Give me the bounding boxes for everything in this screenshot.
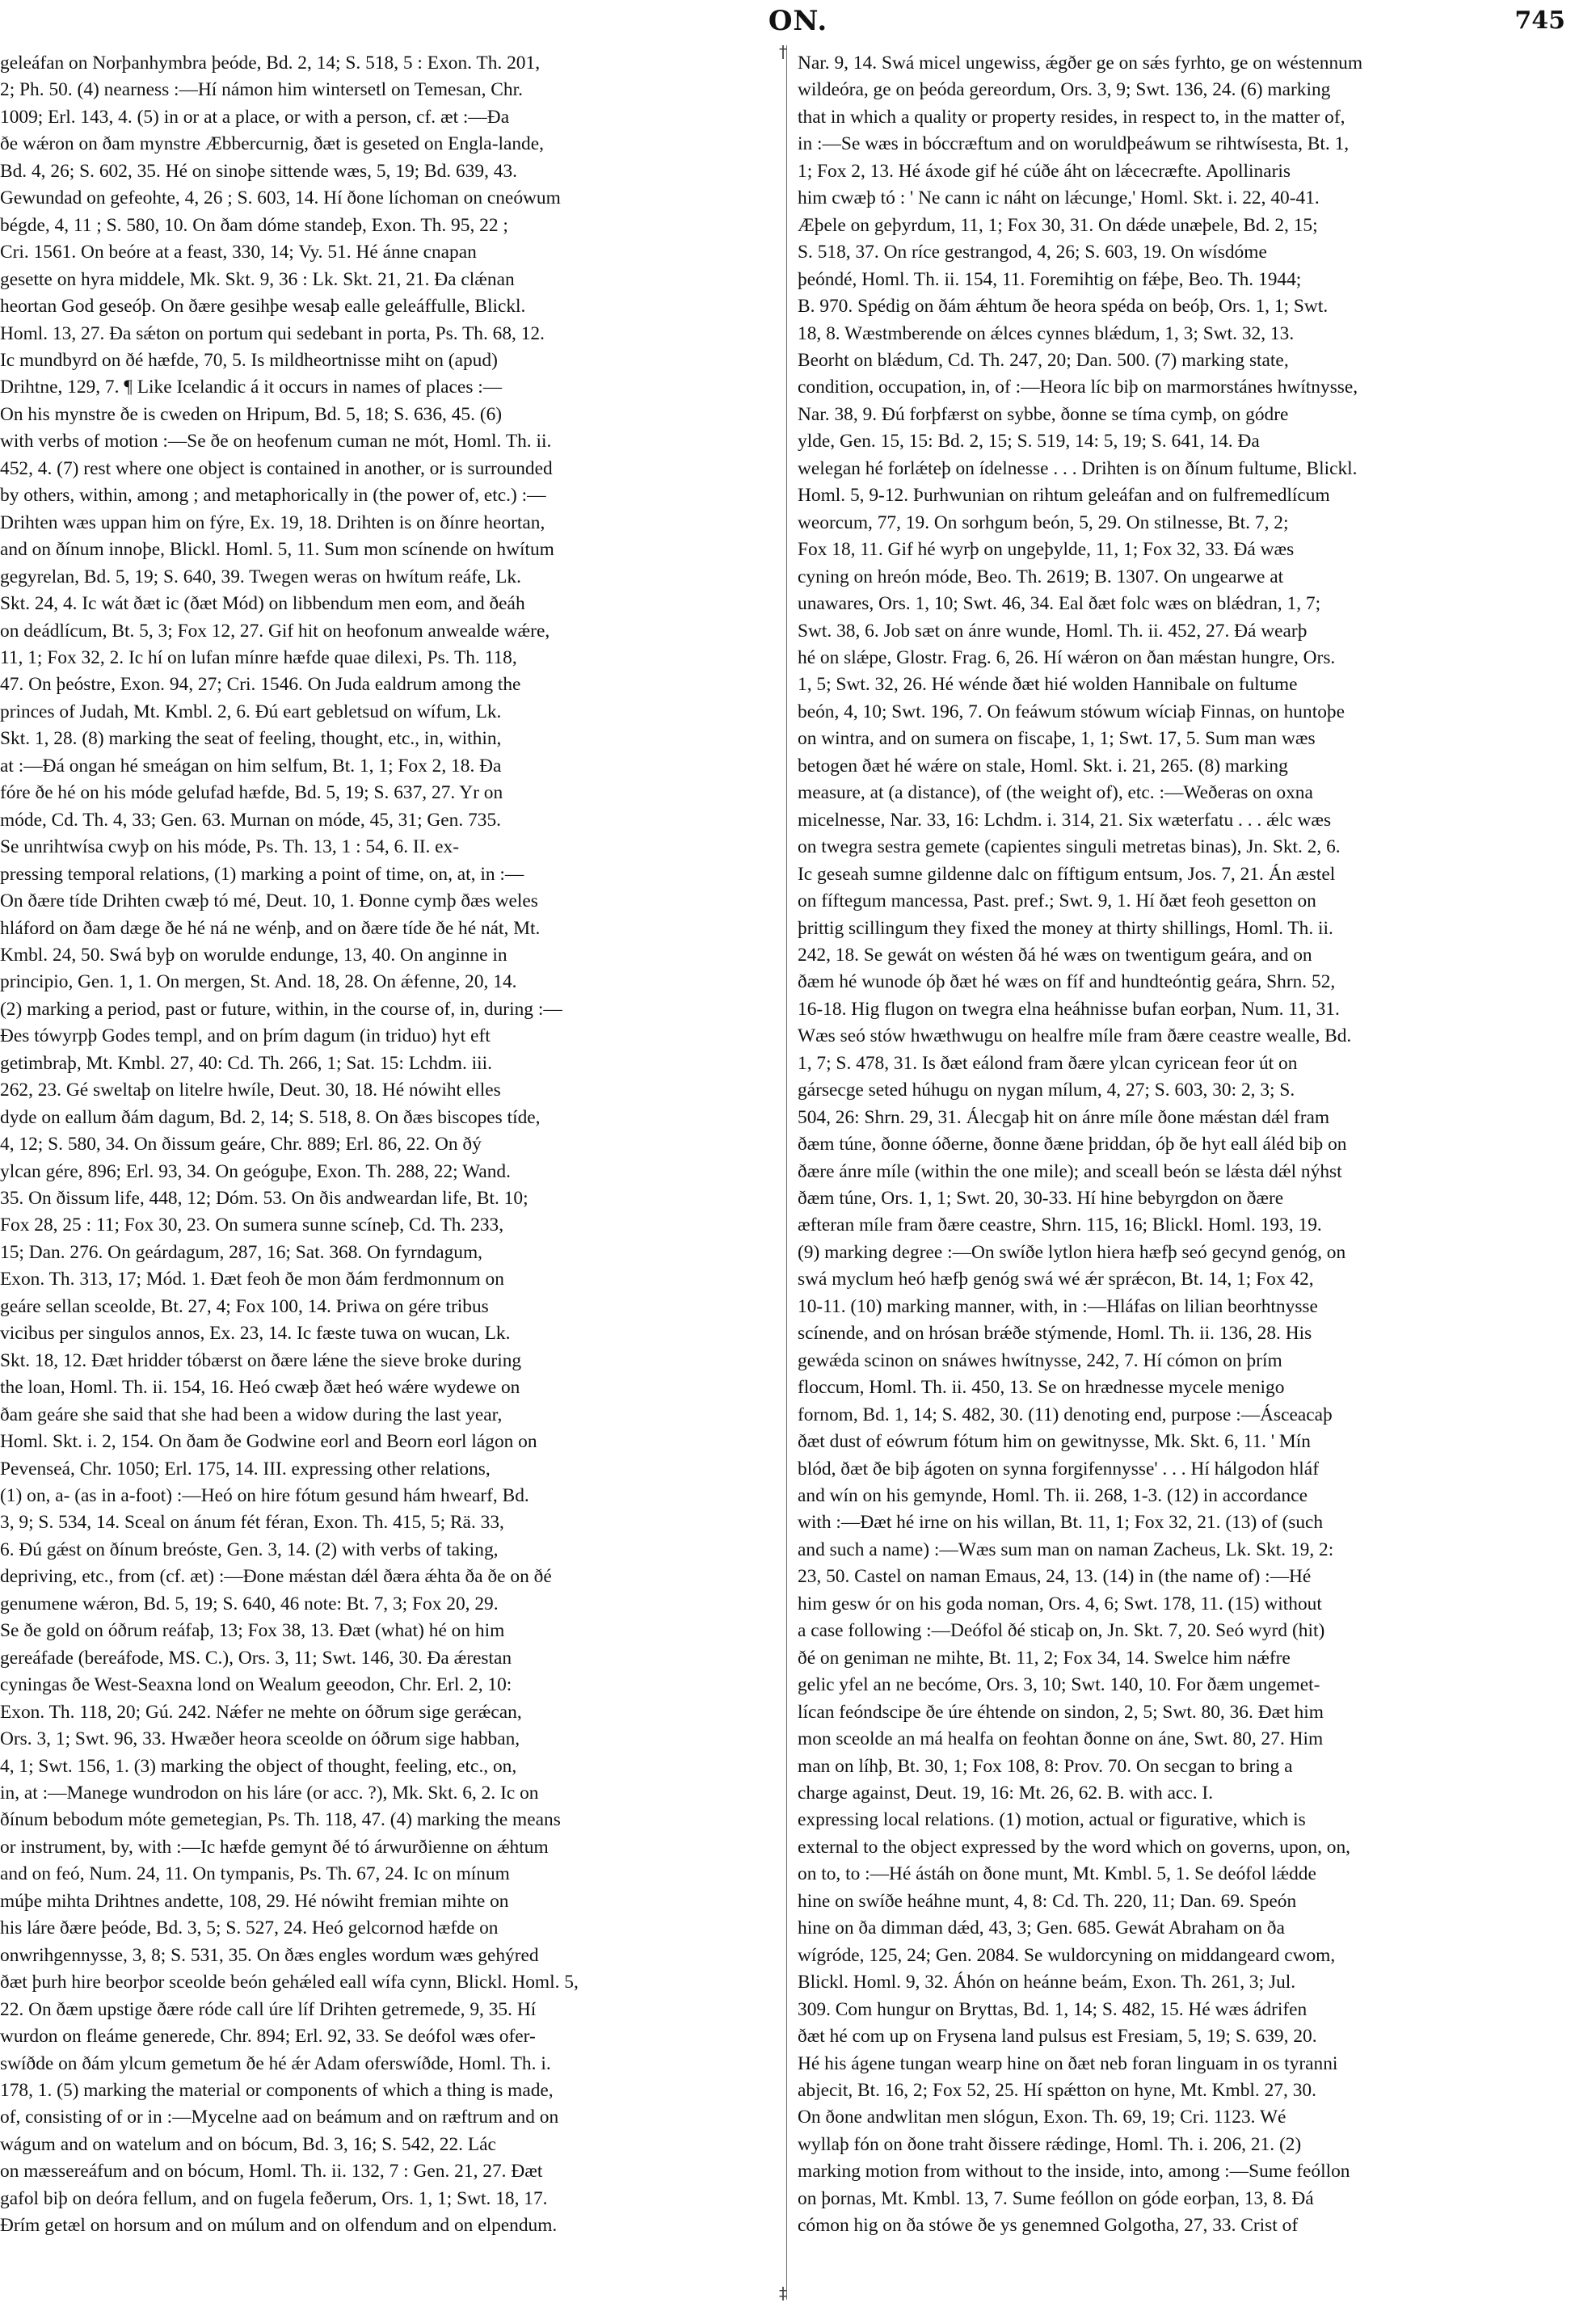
text-line: On ðone andwlitan men slógun, Exon. Th. 69, 19; Cri. 1123. Wé [798,2107,1286,2128]
text-line: Gewundad on gefeohte, 4, 26 ; S. 603, 14. Hí ðone líchoman on cneówum [0,187,561,209]
text-line: him cwæþ tó : ' Ne cann ic náht on lǽcunge,' Homl. Skt. i. 22, 40-41. [798,187,1320,209]
text-line: móde, Cd. Th. 4, 33; Gen. 63. Murnan on móde, 45, 31; Gen. 735. [0,809,502,831]
text-line: 1, 5; Swt. 32, 26. Hé wénde ðæt hié wolden Hannibale on fultume [798,674,1298,696]
text-line: 4, 1; Swt. 156, 1. (3) marking the object of thought, feeling, etc., on, [0,1755,517,1777]
text-line: floccum, Homl. Th. ii. 450, 13. Se on hrædnesse mycele menigo [798,1377,1285,1399]
text-line: and on ðínum innoþe, Blickl. Homl. 5, 11. Sum mon scínende on hwítum [0,539,554,561]
text-line: 242, 18. Se gewát on wésten ðá hé wæs on twentigum geára, and on [798,944,1312,966]
running-headword: ON. [768,5,828,37]
text-line: 15; Dan. 276. On geárdagum, 287, 16; Sat. 368. On fyrndagum, [0,1241,483,1263]
text-line: 23, 50. Castel on naman Emaus, 24, 13. (14) in (the name of) :—Hé [798,1566,1312,1588]
text-line: Æþele on geþyrdum, 11, 1; Fox 30, 31. On dǽde unæþele, Bd. 2, 15; [798,214,1318,236]
text-line: 452, 4. (7) rest where one object is contained in another, or is surrounded [0,457,553,479]
text-line: (2) marking a period, past or future, within, in the course of, in, during :— [0,998,562,1020]
text-line: dyde on eallum ðám dagum, Bd. 2, 14; S. 518, 8. On ðæs biscopes tíde, [0,1106,541,1128]
text-line: abjecit, Bt. 16, 2; Fox 52, 25. Hí spǽtton on hyne, Mt. Kmbl. 27, 30. [798,2079,1316,2101]
text-line: æfteran míle fram ðære ceastre, Shrn. 115, 16; Blickl. Homl. 193, 19. [798,1214,1322,1236]
text-line: man on líhþ, Bt. 30, 1; Fox 108, 8: Prov. 70. On secgan to bring a [798,1755,1293,1777]
column-divider [786,45,787,2300]
text-line: Homl. 5, 9-12. Þurhwunian on rihtum geleáfan and on fulfremedlícum [798,485,1330,507]
text-line: onwrihgennysse, 3, 8; S. 531, 35. On ðæs engles wordum wæs gehýred [0,1944,539,1966]
text-line: wildeóra, ge on þeóda gereordum, Ors. 3, 9; Swt. 136, 24. (6) marking [798,79,1331,101]
text-line: 504, 26: Shrn. 29, 31. Álecgaþ hit on ánre míle ðone mǽstan dǽl fram [798,1106,1330,1128]
text-line: him gesw ór on his goda noman, Ors. 4, 6; Swt. 178, 11. (15) without [798,1593,1322,1614]
text-line: and wín on his gemynde, Homl. Th. ii. 268, 1-3. (12) in accordance [798,1485,1308,1507]
text-line: on twegra sestra gemete (capientes singuli metretas binas), Jn. Skt. 2, 6. [798,836,1341,858]
text-line: múþe mihta Drihtnes andette, 108, 29. Hé nówiht fremian mihte on [0,1890,509,1912]
text-line: blód, ðæt ðe biþ ágoten on synna forgifennysse' . . . Hí hálgodon hláf [798,1458,1319,1480]
text-line: Skt. 1, 28. (8) marking the seat of feeling, thought, etc., in, within, [0,728,502,750]
text-line: charge against, Deut. 19, 16: Mt. 26, 62. B. with acc. I. [798,1783,1214,1804]
text-line: 11, 1; Fox 32, 2. Ic hí on lufan mínre hæfde quae dilexi, Ps. Th. 118, [0,646,517,668]
text-line: ðæm hé wunode óþ ðæt hé wæs on fíf and hundteóntig geára, Shrn. 52, [798,971,1336,993]
text-line: Exon. Th. 313, 17; Mód. 1. Ðæt feoh ðe mon ðám ferdmonnum on [0,1269,504,1290]
text-line: geáre sellan sceolde, Bt. 27, 4; Fox 100, 14. Þriwa on gére tribus [0,1295,489,1317]
text-line: gársecge seted húhugu on nygan mílum, 4, 27; S. 603, 30: 2, 3; S. [798,1080,1295,1101]
text-line: 10-11. (10) marking manner, with, in :—Hláfas on lilian beorhtnysse [798,1295,1318,1317]
text-line: or instrument, by, with :—Ic hæfde gemynt ðé tó árwurðienne on ǽhtum [0,1836,549,1858]
text-line: ðæt hé com up on Frysena land pulsus est Fresiam, 5, 19; S. 639, 20. [798,2026,1317,2048]
text-line: on fíftegum mancessa, Past. pref.; Swt. 9, 1. Hí ðæt feoh gesetton on [798,890,1316,912]
text-line: genumene wǽron, Bd. 5, 19; S. 640, 46 note: Bt. 7, 3; Fox 20, 29. [0,1593,499,1614]
text-line: betogen ðæt hé wǽre on stale, Homl. Skt. i. 21, 265. (8) marking [798,755,1288,777]
text-line: ylcan gére, 896; Erl. 93, 34. On geóguþe, Exon. Th. 288, 22; Wand. [0,1160,511,1182]
text-line: Exon. Th. 118, 20; Gú. 242. Nǽfer ne mehte on óðrum sige gerǽcan, [0,1701,522,1723]
text-line: that in which a quality or property resides, in respect to, in the matter of, [798,106,1345,128]
page-header [0,5,1596,40]
text-line: condition, occupation, in, of :—Heora líc biþ on marmorstánes hwítnysse, [798,377,1358,398]
text-line: scínende, and on hrósan brǽðe stýmende, Homl. Th. ii. 136, 28. His [798,1323,1312,1345]
text-line: 1; Fox 2, 13. Hé áxode gif hé cúðe áht on lǽcecræfte. Apollinaris [798,160,1291,182]
right-column [798,50,1565,2305]
text-line: gegyrelan, Bd. 5, 19; S. 640, 39. Twegen weras on hwítum reáfe, Lk. [0,566,521,587]
text-line: Homl. Skt. i. 2, 154. On ðam ðe Godwine eorl and Beorn eorl lágon on [0,1431,537,1453]
text-line: 35. On ðissum life, 448, 12; Dóm. 53. On ðis andweardan life, Bt. 10; [0,1188,528,1210]
text-line: Swt. 38, 6. Job sæt on ánre wunde, Homl. Th. ii. 452, 27. Ðá wearþ [798,620,1308,642]
text-line: 3, 9; S. 534, 14. Sceal on ánum fét féran, Exon. Th. 415, 5; Rä. 33, [0,1512,504,1534]
text-line: ðam geáre she said that she had been a widow during the last year, [0,1404,503,1425]
text-line: Ic mundbyrd on ðé hæfde, 70, 5. Is mildheortnisse miht on (apud) [0,349,498,371]
text-line: (9) marking degree :—On swíðe lytlon hiera hæfþ seó gecynd genóg, on [798,1241,1346,1263]
text-line: Cri. 1561. On beóre at a feast, 330, 14; Vy. 51. Hé ánne cnapan [0,242,477,263]
text-line: 4, 12; S. 580, 34. On ðissum geáre, Chr. 889; Erl. 86, 22. On ðý [0,1134,482,1156]
text-line: measure, at (a distance), of (the weight of), etc. :—Weðeras on oxna [798,782,1313,804]
text-line: ðé on geniman ne mihte, Bt. 11, 2; Fox 34, 14. Swelce him nǽfre [798,1647,1291,1669]
text-line: Ðes tówyrpþ Godes templ, and on þrím dagum (in triduo) hyt eft [0,1025,491,1047]
text-line: wágum and on watelum and on bócum, Bd. 3, 16; S. 542, 22. Lác [0,2133,496,2155]
text-line: ðæm túne, Ors. 1, 1; Swt. 20, 30-33. Hí hine bebyrgdon on ðære [798,1188,1284,1210]
text-line: marking motion from without to the inside, into, among :—Sume feóllon [798,2161,1350,2183]
text-line: of, consisting of or in :—Mycelne aad on beámum and on ræftrum and on [0,2107,559,2128]
text-line: hine on ða dimman dǽd, 43, 3; Gen. 685. Gewát Abraham on ða [798,1917,1285,1939]
text-line: Kmbl. 24, 50. Swá byþ on worulde endunge, 13, 40. On anginne in [0,944,507,966]
text-line: unawares, Ors. 1, 10; Swt. 46, 34. Eal ðæt folc wæs on blǽdran, 1, 7; [798,593,1321,615]
text-line: 6. Ðú gǽst on ðínum breóste, Gen. 3, 14. (2) with verbs of taking, [0,1539,499,1560]
text-line: heortan God geseóþ. On ðære gesihþe wesaþ ealle geleáffulle, Blickl. [0,296,526,318]
text-line: 47. On þeóstre, Exon. 94, 27; Cri. 1546. On Juda ealdrum among the [0,674,521,696]
text-line: 1, 7; S. 478, 31. Is ðæt eálond fram ðære ylcan cyricean feor út on [798,1052,1298,1074]
text-line: external to the object expressed by the word which on governs, upon, on, [798,1836,1351,1858]
text-line: Se ðe gold on óðrum reáfaþ, 13; Fox 38, 13. Ðæt (what) hé on him [0,1620,505,1642]
text-line: Skt. 24, 4. Ic wát ðæt ic (ðæt Mód) on libbendum men eom, and ðeáh [0,593,525,615]
text-line: ðæt dust of eówrum fótum him on gewitnysse, Mk. Skt. 6, 11. ' Mín [798,1431,1311,1453]
text-line: wígróde, 125, 24; Gen. 2084. Se wuldorcyning on middangeard cwom, [798,1944,1336,1966]
text-line: on mæssereáfum and on bócum, Homl. Th. ii. 132, 7 : Gen. 21, 27. Ðæt [0,2161,543,2183]
text-line: micelnesse, Nar. 33, 16: Lchdm. i. 314, 21. Six wæterfatu . . . ǽlc wæs [798,809,1332,831]
text-line: Skt. 18, 12. Ðæt hridder tóbærst on ðære lǽne the sieve broke during [0,1349,522,1371]
text-line: Drihten wæs uppan him on fýre, Ex. 19, 18. Drihten is on ðínre heortan, [0,511,545,533]
text-line: 16-18. Hig flugon on twegra elna heáhnisse bufan eorþan, Num. 11, 31. [798,998,1340,1020]
text-line: with verbs of motion :—Se ðe on heofenum cuman ne mót, Homl. Th. ii. [0,431,552,453]
text-line: hine on swíðe heáhne munt, 4, 8: Cd. Th. 220, 11; Dan. 69. Speón [798,1890,1297,1912]
text-line: welegan hé forlǽteþ on ídelnesse . . . Drihten is on ðínum fultume, Blickl. [798,457,1358,479]
text-line: Fox 28, 25 : 11; Fox 30, 23. On sumera sunne scíneþ, Cd. Th. 233, [0,1214,504,1236]
text-line: the loan, Homl. Th. ii. 154, 16. Heó cwæþ ðæt heó wǽre wydewe on [0,1377,520,1399]
text-line: Beorht on blǽdum, Cd. Th. 247, 20; Dan. 500. (7) marking state, [798,349,1289,371]
text-line: Nar. 9, 14. Swá micel ungewiss, ǽgðer ge on sǽs fyrhto, ge on wéstennum [798,53,1363,74]
text-line: on deádlícum, Bt. 5, 3; Fox 12, 27. Gif hit on heofonum anwealde wǽre, [0,620,550,642]
text-line: hé on slǽpe, Glostr. Frag. 6, 26. Hí wǽron on ðan mǽstan hungre, Ors. [798,646,1336,668]
text-line: Pevenseá, Chr. 1050; Erl. 175, 14. III. expressing other relations, [0,1458,491,1480]
text-line: gesette on hyra middele, Mk. Skt. 9, 36 : Lk. Skt. 21, 21. Ða clǽnan [0,268,515,290]
text-line: Drihtne, 129, 7. ¶ Like Icelandic á it occurs in names of places :— [0,377,503,398]
text-line: þeóndé, Homl. Th. ii. 154, 11. Foremihtig on fǽþe, Beo. Th. 1944; [798,268,1302,290]
text-line: beón, 4, 10; Swt. 196, 7. On feáwum stówum wíciaþ Finnas, on huntoþe [798,701,1345,722]
text-line: (1) on, a- (as in a-foot) :—Heó on hire fótum gesund hám hwearf, Bd. [0,1485,529,1507]
text-line: Ors. 3, 1; Swt. 96, 33. Hwæðer heora sceolde on óðrum sige habban, [0,1728,520,1750]
left-column [0,50,774,2305]
text-line: swá myclum heó hæfþ genóg swá wé ǽr sprǽcon, Bt. 14, 1; Fox 42, [798,1269,1314,1290]
text-line: his láre ðære þeóde, Bd. 3, 5; S. 527, 24. Heó gelcornod hæfde on [0,1917,499,1939]
text-line: in :—Se wæs in bóccræftum and on woruldþeáwum se rihtwísesta, Bt. 1, [798,133,1350,155]
text-line: cyning on hreón móde, Beo. Th. 2619; B. 1307. On ungearwe at [798,566,1284,587]
text-line: princes of Judah, Mt. Kmbl. 2, 6. Ðú eart gebletsud on wífum, Lk. [0,701,502,722]
text-line: Nar. 38, 9. Ðú forþfærst on sybbe, ðonne se tíma cymþ, on gódre [798,403,1289,425]
text-line: Ðrím getæl on horsum and on múlum and on olfendum and on elpendum. [0,2215,558,2237]
text-line: cómon hig on ða stówe ðe ys genemned Golgotha, 27, 33. Crist of [798,2215,1299,2237]
text-line: and such a name) :—Wæs sum man on naman Zacheus, Lk. Skt. 19, 2: [798,1539,1334,1560]
text-line: Wæs seó stów hwæthwugu on healfre míle fram ðære ceastre wealle, Bd. [798,1025,1352,1047]
text-line: On ðære tíde Drihten cwæþ tó mé, Deut. 10, 1. Ðonne cymþ ðæs weles [0,890,538,912]
text-line: bégde, 4, 11 ; S. 580, 10. On ðam dóme standeþ, Exon. Th. 95, 22 ; [0,214,508,236]
text-line: on þornas, Mt. Kmbl. 13, 7. Sume feóllon on góde eorþan, 13, 8. Ðá [798,2187,1314,2209]
text-line: 262, 23. Gé sweltaþ on litelre hwíle, Deut. 30, 18. Hé nówiht elles [0,1080,501,1101]
text-line: a case following :—Deófol ðé sticaþ on, Jn. Skt. 7, 20. Seó wyrd (hit) [798,1620,1325,1642]
text-line: principio, Gen. 1, 1. On mergen, St. And. 18, 28. On ǽfenne, 20, 14. [0,971,517,993]
text-line: 2; Ph. 50. (4) nearness :—Hí námon him wintersetl on Temesan, Chr. [0,79,523,101]
text-line: with :—Ðæt hé irne on his willan, Bt. 11, 1; Fox 32, 21. (13) of (such [798,1512,1324,1534]
text-line: Hé his ágene tungan wearp hine on ðæt neb foran linguam in os tyranni [798,2052,1338,2074]
text-line: 22. On ðæm upstige ðære róde call úre líf Drihten getremede, 9, 35. Hí [0,1998,537,2020]
text-line: ðære ánre míle (within the one mile); and sceall beón se lǽsta dǽl nýhst [798,1160,1342,1182]
text-line: B. 970. Spédig on ðám ǽhtum ðe heora spéda on beóþ, Ors. 1, 1; Swt. [798,296,1329,318]
text-line: gelic yfel an ne becóme, Ors. 3, 10; Swt. 140, 10. For ðæm ungemet- [798,1674,1320,1696]
text-line: hláford on ðam dæge ðe hé ná ne wénþ, and on ðære tíde ðe hé nát, Mt. [0,917,541,939]
text-line: at :—Ðá ongan hé smeágan on him selfum, Bt. 1, 1; Fox 2, 18. Ða [0,755,502,777]
text-line: ðe wǽron on ðam mynstre Æbbercurnig, ðæt is geseted on Engla-lande, [0,133,544,155]
text-line: fornom, Bd. 1, 14; S. 482, 30. (11) denoting end, purpose :—Ásceacaþ [798,1404,1333,1425]
text-line: ylde, Gen. 15, 15: Bd. 2, 15; S. 519, 14: 5, 19; S. 641, 14. Ða [798,431,1260,453]
text-line: ðæt þurh hire beorþor sceolde beón gehǽled eall wífa cynn, Blickl. Homl. 5, [0,1972,579,1993]
text-line: vicibus per singulos annos, Ex. 23, 14. Ic fæste tuwa on wucan, Lk. [0,1323,511,1345]
text-line: gewǽda scinon on snáwes hwítnysse, 242, 7. Hí cómon on þrím [798,1349,1282,1371]
text-line: Bd. 4, 26; S. 602, 35. Hé on sinoþe sittende wæs, 5, 19; Bd. 639, 43. [0,160,517,182]
text-line: depriving, etc., from (cf. æt) :—Ðone mǽstan dǽl ðæra ǽhta ða ðe on ðé [0,1566,552,1588]
text-line: gafol biþ on deóra fellum, and on fugela feðerum, Ors. 1, 1; Swt. 18, 17. [0,2187,548,2209]
text-line: fóre ðe hé on his móde gelufad hæfde, Bd. 5, 19; S. 637, 27. Yr on [0,782,503,804]
divider-top-ornament: † [779,42,787,61]
text-line: wyllaþ fón on ðone traht ðissere rǽdinge, Homl. Th. i. 206, 21. (2) [798,2133,1302,2155]
text-line: 309. Com hungur on Bryttas, Bd. 1, 14; S. 482, 15. Hé wæs ádrifen [798,1998,1308,2020]
text-line: on to, to :—Hé ástáh on ðone munt, Mt. Kmbl. 5, 1. Se deófol lǽdde [798,1863,1316,1885]
text-line: cyningas ðe West-Seaxna lond on Wealum geeodon, Chr. Erl. 2, 10: [0,1674,512,1696]
text-line: Fox 18, 11. Gif hé wyrþ on ungeþylde, 11, 1; Fox 32, 33. Ðá wæs [798,539,1295,561]
text-line: swíðde on ðám ylcum gemetum ðe hé ǽr Adam oferswíðde, Homl. Th. i. [0,2052,551,2074]
text-line: gereáfade (bereáfode, MS. C.), Ors. 3, 11; Swt. 146, 30. Ða ǽrestan [0,1647,512,1669]
text-line: ðínum bebodum móte gemetegian, Ps. Th. 118, 47. (4) marking the means [0,1809,561,1831]
text-line: ðæm túne, ðonne óðerne, ðonne ðæne þriddan, óþ ðe hyt eall áléd biþ on [798,1134,1347,1156]
text-line: On his mynstre ðe is cweden on Hripum, Bd. 5, 18; S. 636, 45. (6) [0,403,503,425]
text-line: by others, within, among ; and metaphorically in (the power of, etc.) :— [0,485,546,507]
text-line: and on feó, Num. 24, 11. On tympanis, Ps. Th. 67, 24. Ic on mínum [0,1863,510,1885]
text-line: mon sceolde an má healfa on feohtan ðonne on áne, Swt. 80, 27. Him [798,1728,1324,1750]
text-line: expressing local relations. (1) motion, actual or figurative, which is [798,1809,1306,1831]
text-line: 18, 8. Wæstmberende on ǽlces cynnes blǽdum, 1, 3; Swt. 32, 13. [798,322,1295,344]
page-number: 745 [1514,6,1565,35]
text-line: getimbraþ, Mt. Kmbl. 27, 40: Cd. Th. 266, 1; Sat. 15: Lchdm. iii. [0,1052,493,1074]
text-line: in, at :—Manege wundrodon on his láre (or acc. ?), Mk. Skt. 6, 2. Ic on [0,1783,539,1804]
text-line: weorcum, 77, 19. On sorhgum beón, 5, 29. On stilnesse, Bt. 7, 2; [798,511,1289,533]
text-line: Ic geseah sumne gildenne dalc on fíftigum entsum, Jos. 7, 21. Án æstel [798,863,1336,885]
text-line: þrittig scillingum they fixed the money at thirty shillings, Homl. Th. ii. [798,917,1333,939]
text-line: wurdon on fleáme generede, Chr. 894; Erl. 92, 33. Se deófol wæs ofer- [0,2026,536,2048]
text-line: Blickl. Homl. 9, 32. Áhón on heánne beám, Exon. Th. 261, 3; Jul. [798,1972,1296,1993]
text-line: on wintra, and on sumera on fiscaþe, 1, 1; Swt. 17, 5. Sum man wæs [798,728,1316,750]
divider-bottom-ornament: ‡ [779,2284,787,2303]
text-line: S. 518, 37. On ríce gestrangod, 4, 26; S. 603, 19. On wísdóme [798,242,1267,263]
text-line: 1009; Erl. 143, 4. (5) in or at a place, or with a person, cf. æt :—Ða [0,106,510,128]
text-line: lícan feóndscipe ðe úre éhtende on sindon, 2, 5; Swt. 80, 36. Ðæt him [798,1701,1324,1723]
text-line: geleáfan on Norþanhymbra þeóde, Bd. 2, 14; S. 518, 5 : Exon. Th. 201, [0,53,541,74]
text-line: Se unrihtwísa cwyþ on his móde, Ps. Th. 13, 1 : 54, 6. II. ex- [0,836,460,858]
text-line: Homl. 13, 27. Ða sǽton on portum qui sedebant in porta, Ps. Th. 68, 12. [0,322,545,344]
text-line: pressing temporal relations, (1) marking a point of time, on, at, in :— [0,863,524,885]
text-line: 178, 1. (5) marking the material or components of which a thing is made, [0,2079,554,2101]
